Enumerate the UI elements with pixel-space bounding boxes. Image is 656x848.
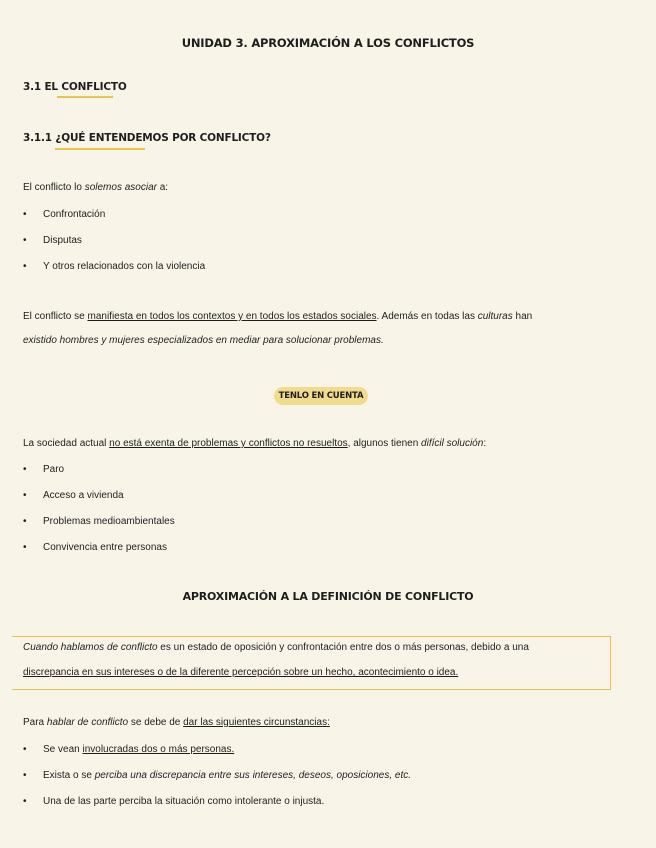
text: es un estado de oposición y confrontación entre dos o más personas, debido a una: [157, 642, 529, 653]
text-italic: solemos asociar: [84, 182, 157, 193]
paragraph-conditions: [23, 717, 330, 728]
list-item: • Y otros relacionados con la violencia: [23, 260, 205, 286]
text: han: [512, 311, 533, 322]
text: se debe de: [128, 717, 184, 728]
list-item: • Acceso a vivienda: [23, 489, 175, 515]
list-associations: [23, 208, 205, 286]
text-italic: culturas: [477, 311, 513, 322]
text-underlined: involucradas dos o más personas.: [82, 744, 235, 755]
text-italic: perciba una discrepancia entre sus intereses, deseos, oposiciones, etc.: [94, 770, 411, 781]
paragraph-associate: [23, 182, 168, 193]
list-item: • Problemas medioambientales: [23, 515, 175, 541]
text: , algunos tienen: [347, 438, 422, 449]
definition-heading: APROXIMACIÓN A LA DEFINICIÓN DE CONFLICTO: [182, 590, 474, 603]
text: Se vean: [43, 744, 83, 755]
text: Para: [23, 717, 47, 728]
list-item: [23, 769, 411, 795]
subsection-heading-text: 3.1.1 ¿QUÉ ENTENDEMOS POR CONFLICTO?: [23, 132, 271, 144]
section-heading: [23, 81, 127, 93]
list-item: • Confrontación: [23, 208, 205, 234]
text-underlined: dar las siguientes circunstancias:: [183, 717, 330, 728]
text-italic: difícil solución: [421, 438, 484, 449]
document-title: UNIDAD 3. APROXIMACIÓN A LOS CONFLICTOS: [181, 36, 475, 50]
note-badge: TENLO EN CUENTA: [274, 387, 368, 405]
subsection-heading: [23, 132, 271, 144]
text: El conflicto lo: [23, 182, 85, 193]
text: Exista o se: [43, 770, 95, 781]
text: El conflicto se: [23, 311, 88, 322]
section-underline: [57, 96, 113, 98]
list-item: • Una de las parte perciba la situación como intolerante o injusta.: [23, 795, 411, 821]
text: :: [483, 438, 487, 449]
text-underlined: manifiesta en todos los contextos y en todos los estados sociales: [87, 311, 377, 322]
list-conditions: [23, 743, 411, 821]
definition-box: [12, 636, 611, 690]
paragraph-manifest-line1: [23, 311, 532, 322]
text: La sociedad actual: [23, 438, 110, 449]
list-item: • Disputas: [23, 234, 205, 260]
paragraph-manifest-line2: existido hombres y mujeres especializados en mediar para solucionar problemas.: [23, 335, 384, 346]
text: a:: [156, 182, 169, 193]
text-underlined: no está exenta de problemas y conflictos no resueltos: [109, 438, 348, 449]
paragraph-society: [23, 438, 486, 449]
list-problems: [23, 463, 175, 567]
text-italic: Cuando hablamos de conflicto: [23, 642, 158, 653]
definition-line1: [23, 642, 529, 653]
text: . Además en todas las: [376, 311, 478, 322]
list-item: • Convivencia entre personas: [23, 541, 175, 567]
list-item: • Paro: [23, 463, 175, 489]
text-italic: hablar de conflicto: [46, 717, 129, 728]
section-heading-text: 3.1 EL CONFLICTO: [23, 81, 127, 93]
definition-line2: discrepancia en sus intereses o de la diferente percepción sobre un hecho, acontecimiento o idea.: [23, 667, 459, 678]
list-item: [23, 743, 411, 769]
subsection-underline: [55, 148, 145, 150]
